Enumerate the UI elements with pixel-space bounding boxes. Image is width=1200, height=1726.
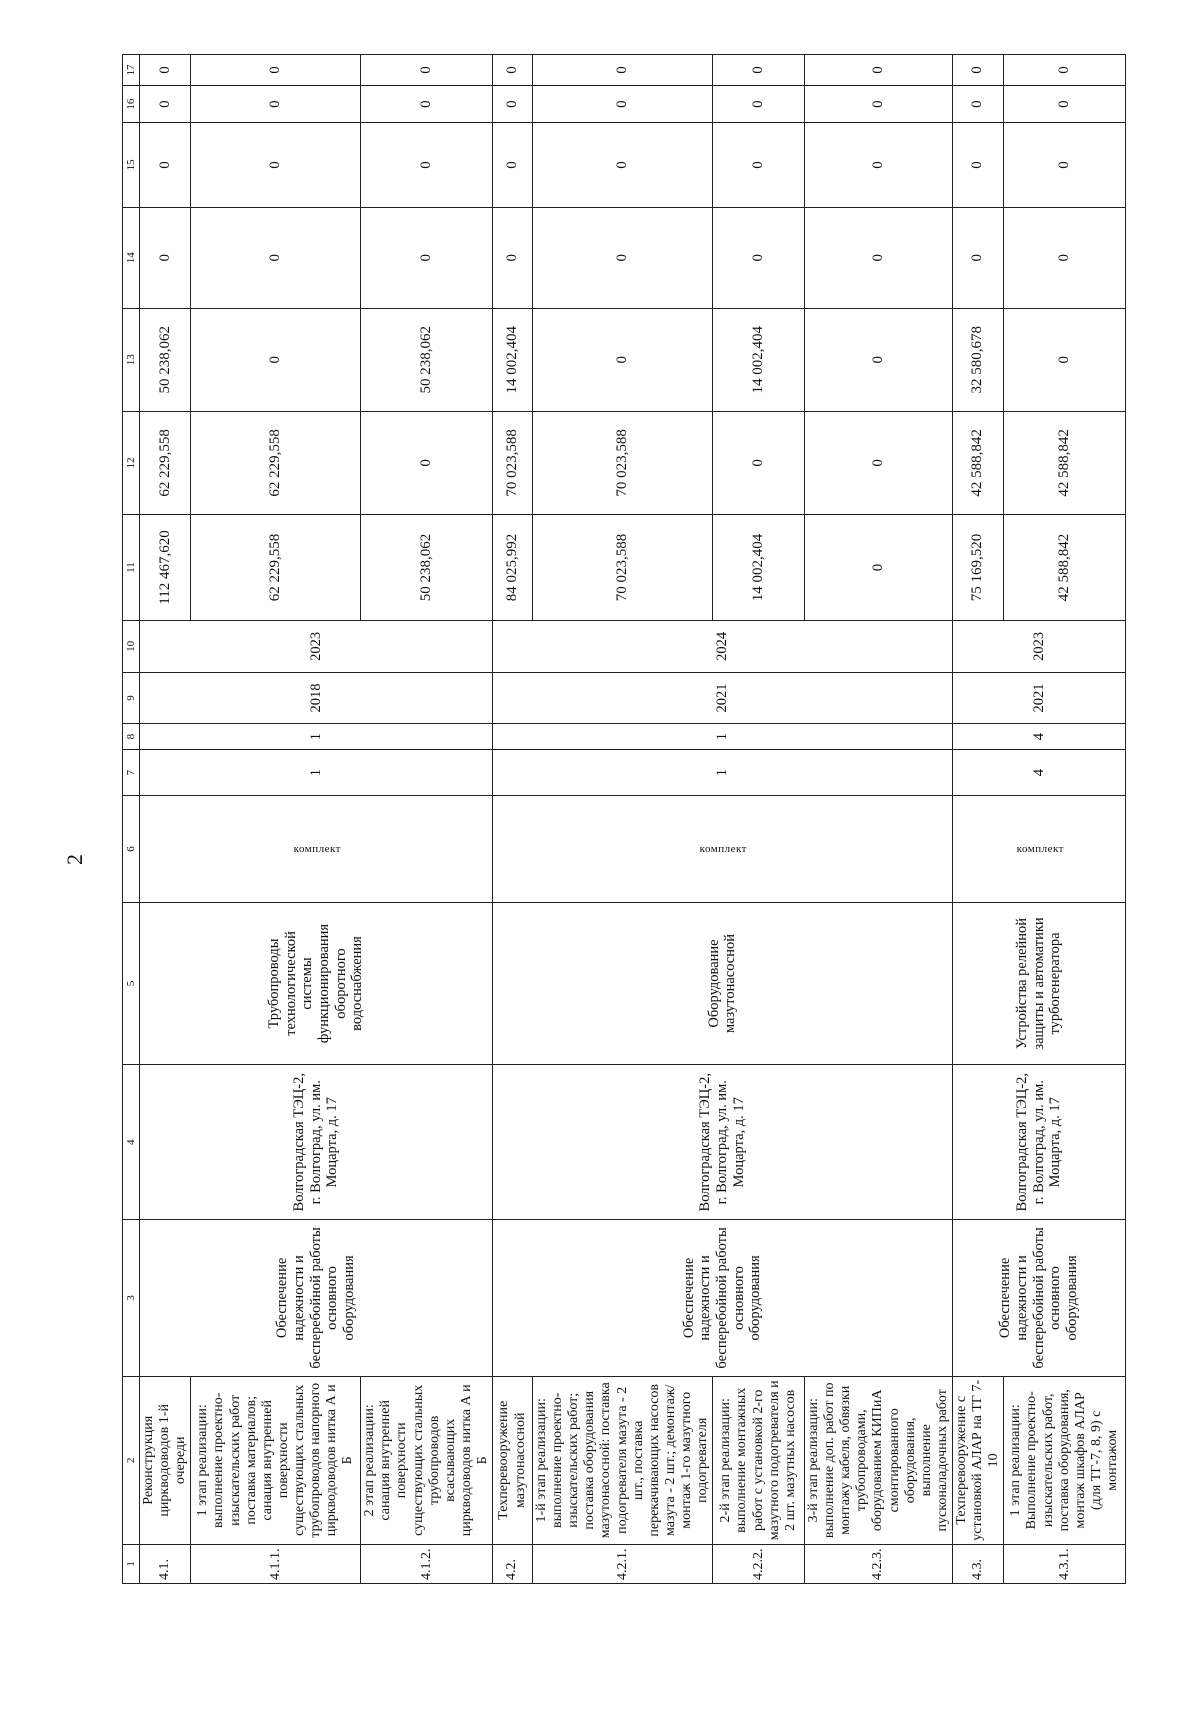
value-cell: 14 002,404 [493,308,533,411]
value-cell: 70 023,588 [533,514,713,620]
value-cell: 0 [713,86,805,123]
col-number: 10 [123,621,140,673]
value-cell: 0 [493,123,533,208]
end-year-cell: 2023 [952,621,1125,673]
value-cell: 0 [952,123,1003,208]
value-cell: 14 002,404 [713,514,805,620]
value-cell: 50 238,062 [361,308,493,411]
row-name: Техперевооружение мазутонасосной [493,1376,533,1544]
value-cell: 0 [1004,207,1126,308]
value-cell: 0 [493,55,533,86]
value-cell: 0 [191,123,361,208]
row-name: Реконструкция циркводоводов 1-й очереди [140,1376,191,1544]
value-cell: 0 [191,86,361,123]
col-number: 1 [123,1544,140,1583]
purpose-cell: Обеспечение надежности и бесперебойной работы основного оборудования [493,1220,953,1377]
column-number-row [123,55,140,1584]
value-cell: 0 [533,86,713,123]
row-code: 4.1.1. [191,1544,361,1583]
value-cell: 50 238,062 [140,308,191,411]
value-cell: 0 [140,207,191,308]
table-row [952,55,1003,1584]
value-cell: 0 [493,86,533,123]
end-year-cell: 2023 [140,621,493,673]
value-cell: 0 [1004,308,1126,411]
end-year-cell: 2024 [493,621,953,673]
row-code: 4.2.3. [805,1544,953,1583]
purpose-cell: Обеспечение надежности и бесперебойной работы основного оборудования [140,1220,493,1377]
value-cell: 0 [191,55,361,86]
col-number: 9 [123,672,140,724]
object-cell: Оборудование мазутонасосной [493,902,953,1065]
col-number: 13 [123,308,140,411]
col-number: 2 [123,1376,140,1544]
value-cell: 0 [713,207,805,308]
value-cell: 0 [533,207,713,308]
row-name: 1 этап реализации: Выполнение проектно-изыскательских работ, поставка оборудования, монтаж шкафов АЛАР (для ТГ-7, 8, 9) с монтажом [1004,1376,1126,1544]
value-cell: 0 [713,123,805,208]
col-number: 3 [123,1220,140,1377]
row-code: 4.1. [140,1544,191,1583]
unit-label: комплект [293,842,341,855]
location-cell: Волгоградская ТЭЦ-2, г. Волгоград, ул. им. Моцарта, д. 17 [952,1065,1125,1220]
unit-cell [140,796,493,902]
col-number: 6 [123,796,140,902]
value-cell: 0 [533,123,713,208]
value-cell: 0 [805,86,953,123]
col-number: 4 [123,1065,140,1220]
location-cell: Волгоградская ТЭЦ-2, г. Волгоград, ул. им. Моцарта, д. 17 [493,1065,953,1220]
value-cell: 0 [1004,55,1126,86]
row-code: 4.3. [952,1544,1003,1583]
row-code: 4.2.1. [533,1544,713,1583]
value-cell: 112 467,620 [140,514,191,620]
value-cell: 70 023,588 [493,411,533,514]
location-cell: Волгоградская ТЭЦ-2, г. Волгоград, ул. им. Моцарта, д. 17 [140,1065,493,1220]
row-code: 4.2. [493,1544,533,1583]
object-cell: Устройства релейной защиты и автоматики турбогенератора [952,902,1125,1065]
row-name: 3-й этап реализации: выполнение доп. работ по монтажу кабеля, обвязки трубопроводами, оборудованием КИПиА смонтированного оборудования, выполнение пусконаладочных работ [805,1376,953,1544]
col-number: 11 [123,514,140,620]
qty-cell: 1 [140,724,493,750]
row-name: 1 этап реализации: выполнение проектно-изыскательских работ поставка материалов; санация внутренней поверхности существующих стальных трубопроводов напорного циркводоводов нитка А и Б [191,1376,361,1544]
value-cell: 62 229,558 [191,514,361,620]
row-name: 2 этап реализации: санация внутренней поверхности существующих стальных трубопроводов всасывающих циркводоводов нитка А и Б [361,1376,493,1544]
value-cell: 0 [361,86,493,123]
row-code: 4.3.1. [1004,1544,1126,1583]
value-cell: 0 [805,55,953,86]
value-cell: 0 [361,411,493,514]
value-cell: 0 [952,86,1003,123]
qty-cell: 1 [493,724,953,750]
value-cell: 0 [805,411,953,514]
value-cell: 0 [533,55,713,86]
qty-cell: 1 [140,749,493,795]
value-cell: 32 580,678 [952,308,1003,411]
unit-cell [493,796,953,902]
row-name: Техперевооружение с установкой АЛАР на ТГ 7-10 [952,1376,1003,1544]
value-cell: 0 [361,207,493,308]
start-year-cell: 2021 [493,672,953,724]
value-cell: 0 [1004,123,1126,208]
table-row [493,55,533,1584]
value-cell: 50 238,062 [361,514,493,620]
value-cell: 0 [713,55,805,86]
col-number: 5 [123,902,140,1065]
value-cell: 0 [533,308,713,411]
value-cell: 70 023,588 [533,411,713,514]
value-cell: 0 [140,123,191,208]
object-cell: Трубопроводы технологической системы функционирования оборотного водоснабжения [140,902,493,1065]
value-cell: 42 588,842 [1004,514,1126,620]
value-cell: 0 [805,514,953,620]
unit-cell [952,796,1125,902]
unit-label: комплект [1016,842,1064,855]
value-cell: 62 229,558 [140,411,191,514]
investment-table [122,54,1126,1584]
row-name: 1-й этап реализации: выполнение проектно-изыскательских работ; поставка оборудования мазутонасосной: поставка подогревателя мазута - 2 шт., поставка перекачивающих насосов мазута - 2 шт.; демонтаж/монтаж 1-го мазутного подогревателя [533,1376,713,1544]
value-cell: 0 [805,207,953,308]
row-code: 4.2.2. [713,1544,805,1583]
value-cell: 0 [493,207,533,308]
col-number: 8 [123,724,140,750]
row-name: 2-й этап реализации: выполнение монтажных работ с установкой 2-го мазутного подогревателя и 2 шт. мазутных насосов [713,1376,805,1544]
value-cell: 42 588,842 [952,411,1003,514]
col-number: 16 [123,86,140,123]
investment-table-sheet [122,54,1120,1584]
page-number: 2 [62,854,87,865]
purpose-cell: Обеспечение надежности и бесперебойной работы основного оборудования [952,1220,1125,1377]
value-cell: 0 [805,123,953,208]
col-number: 14 [123,207,140,308]
unit-label: комплект [699,842,748,855]
start-year-cell: 2021 [952,672,1125,724]
value-cell: 0 [1004,86,1126,123]
value-cell: 75 169,520 [952,514,1003,620]
qty-cell: 4 [952,724,1125,750]
qty-cell: 4 [952,749,1125,795]
start-year-cell: 2018 [140,672,493,724]
value-cell: 0 [140,86,191,123]
value-cell: 0 [191,207,361,308]
value-cell: 0 [805,308,953,411]
col-number: 7 [123,749,140,795]
value-cell: 0 [713,411,805,514]
qty-cell: 1 [493,749,953,795]
value-cell: 0 [952,207,1003,308]
value-cell: 0 [191,308,361,411]
row-code: 4.1.2. [361,1544,493,1583]
value-cell: 14 002,404 [713,308,805,411]
value-cell: 0 [361,55,493,86]
value-cell: 62 229,558 [191,411,361,514]
value-cell: 0 [361,123,493,208]
value-cell: 0 [140,55,191,86]
col-number: 17 [123,55,140,86]
value-cell: 84 025,992 [493,514,533,620]
table-row [140,55,191,1584]
value-cell: 0 [952,55,1003,86]
col-number: 12 [123,411,140,514]
value-cell: 42 588,842 [1004,411,1126,514]
col-number: 15 [123,123,140,208]
